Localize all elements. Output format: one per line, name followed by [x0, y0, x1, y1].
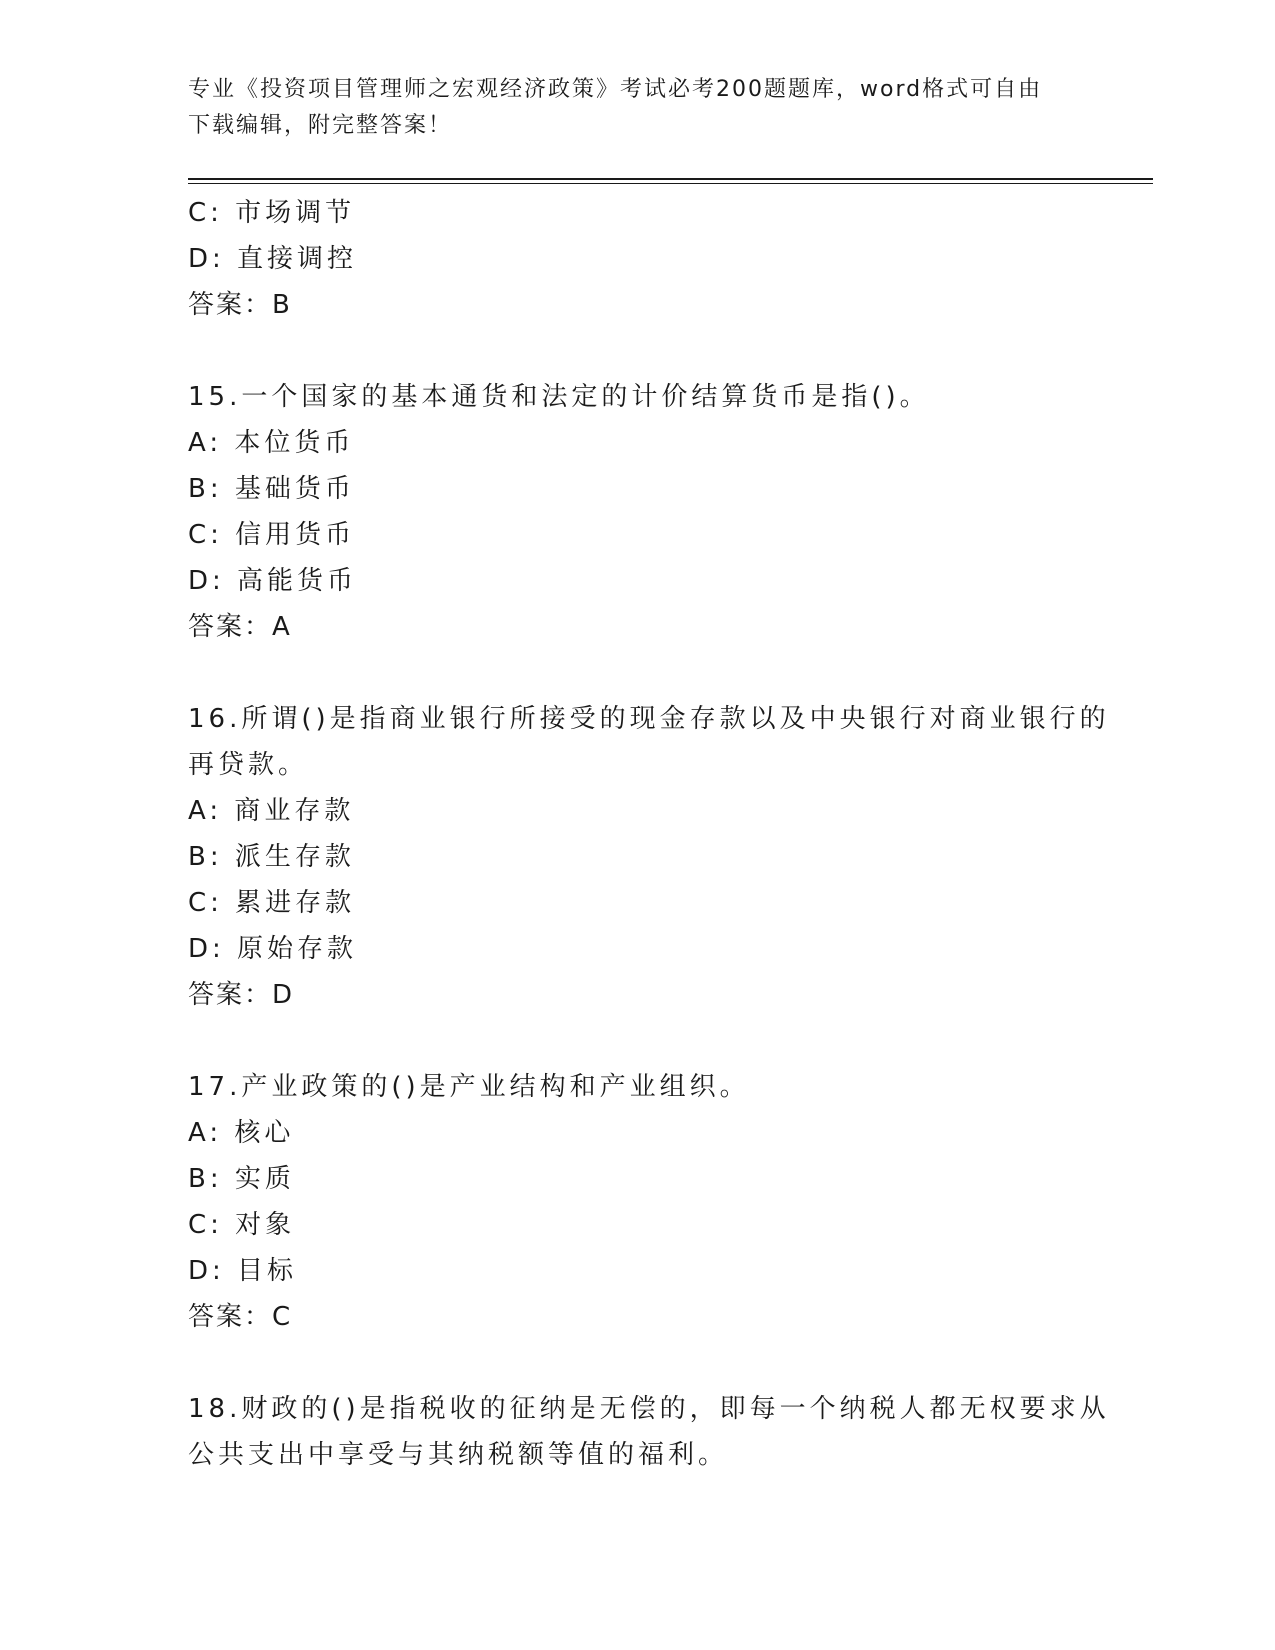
question-stem: 15.一个国家的基本通货和法定的计价结算货币是指()。 — [188, 382, 930, 412]
option-d: D: 高能货币 — [188, 566, 358, 596]
question-17 — [188, 1064, 1088, 1340]
answer-line: 答案：D — [188, 980, 295, 1010]
option-b: B: 基础货币 — [188, 474, 355, 504]
question-stem-cont: 公共支出中享受与其纳税额等值的福利。 — [188, 1440, 729, 1470]
question-16 — [188, 696, 1110, 1018]
option-a: A: 商业存款 — [188, 796, 355, 826]
option-a: A: 核心 — [188, 1118, 295, 1148]
option-b: B: 实质 — [188, 1164, 295, 1194]
option-c: C: 对象 — [188, 1210, 296, 1240]
header-line-1: 专业《投资项目管理师之宏观经济政策》考试必考200题题库，word格式可自由 — [188, 77, 1043, 102]
question-15 — [188, 374, 1088, 650]
option-c: C: 信用货币 — [188, 520, 356, 550]
answer-line: 答案：C — [188, 1302, 293, 1332]
header-rule-thick — [188, 178, 1153, 180]
question-stem-cont: 再贷款。 — [188, 750, 309, 780]
option-c: C: 市场调节 — [188, 198, 356, 228]
option-d: D: 原始存款 — [188, 934, 358, 964]
answer-line: 答案：A — [188, 612, 292, 642]
option-b: B: 派生存款 — [188, 842, 355, 872]
option-d: D: 直接调控 — [188, 244, 358, 274]
header-rule-thin — [188, 183, 1153, 184]
question-stem: 17.产业政策的()是产业结构和产业组织。 — [188, 1072, 750, 1102]
option-c: C: 累进存款 — [188, 888, 356, 918]
question-stem: 16.所谓()是指商业银行所接受的现金存款以及中央银行对商业银行的 — [188, 704, 1110, 734]
question-stem: 18.财政的()是指税收的征纳是无偿的，即每一个纳税人都无权要求从 — [188, 1394, 1110, 1424]
question-list — [188, 190, 1110, 1478]
document-header — [188, 72, 1088, 144]
question-18 — [188, 1386, 1110, 1478]
option-a: A: 本位货币 — [188, 428, 355, 458]
header-line-2: 下载编辑，附完整答案！ — [188, 113, 453, 138]
answer-line: 答案：B — [188, 290, 292, 320]
option-d: D: 目标 — [188, 1256, 298, 1286]
